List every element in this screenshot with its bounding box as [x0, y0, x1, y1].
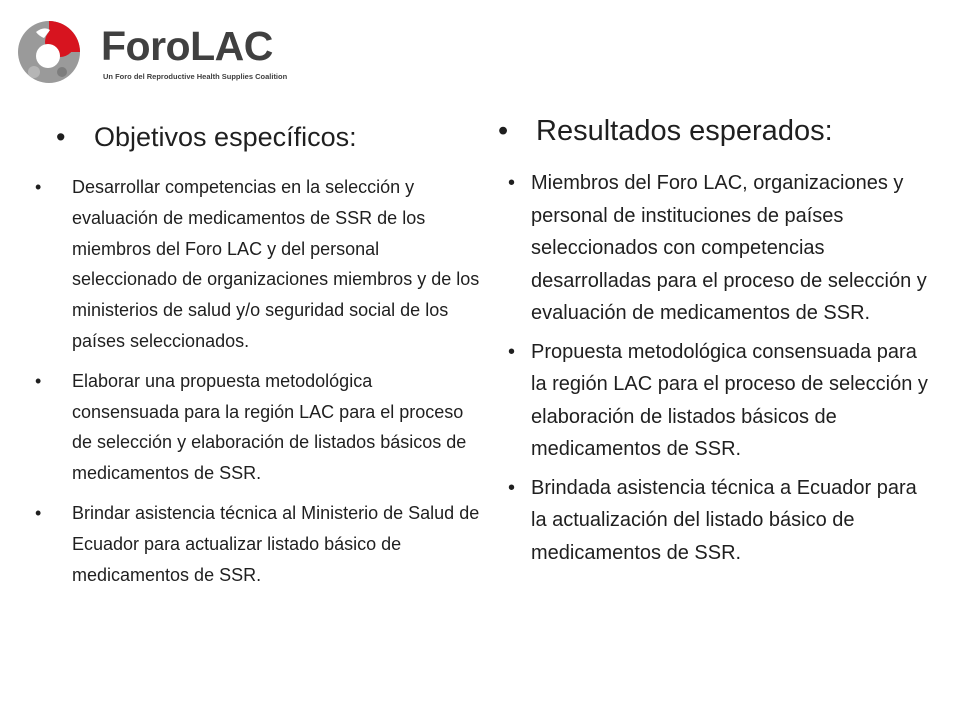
results-heading-text: Resultados esperados:	[536, 115, 833, 147]
bullet-icon: •	[35, 177, 42, 197]
objectives-heading	[52, 118, 482, 156]
list-item-text: Desarrollar competencias en la selección y evaluación de medicamentos de SSR de los miembros del Foro LAC y del personal seleccionado de organizaciones miembros y de los ministerios de salud y/o seguridad social de los países seleccionados.	[72, 177, 480, 351]
results-heading	[494, 112, 934, 150]
list-item	[35, 366, 482, 489]
objectives-column	[35, 118, 482, 599]
bullet-icon: •	[508, 476, 516, 499]
results-list	[494, 167, 934, 569]
list-item-text: Brindar asistencia técnica al Ministerio de Salud de Ecuador para actualizar listado básico de medicamentos de SSR.	[72, 502, 480, 585]
brand-name: ForoLAC	[101, 23, 273, 69]
bullet-icon: •	[508, 172, 516, 194]
forolac-logo	[14, 16, 288, 86]
list-item-text: Brindada asistencia técnica a Ecuador para la actualización del listado básico de medicamentos de SSR.	[531, 476, 917, 564]
objectives-list	[35, 172, 482, 590]
list-item-text: Elaborar una propuesta metodológica consensuada para la región LAC para el proceso de selección y elaboración de listados básicos de medicamentos de SSR.	[72, 370, 467, 484]
bullet-icon: •	[56, 122, 66, 152]
results-column	[494, 112, 934, 575]
bullet-icon: •	[508, 340, 516, 363]
list-item-text: Miembros del Foro LAC, organizaciones y personal de instituciones de países seleccionados con competencias desarrolladas para el proceso de selección y evaluación de medicamentos de SSR.	[531, 172, 927, 324]
brand-tagline: Un Foro del Reproductive Health Supplies Coalition	[103, 72, 288, 81]
list-item	[35, 172, 482, 357]
objectives-heading-text: Objetivos específicos:	[94, 122, 357, 152]
bullet-icon: •	[35, 370, 42, 391]
list-item	[494, 472, 934, 570]
list-item	[494, 336, 934, 466]
list-item	[35, 498, 482, 590]
forolac-emblem-icon	[14, 16, 86, 86]
list-item-text: Propuesta metodológica consensuada para la región LAC para el proceso de selección y elaboración de listados básicos de medicamentos de SSR.	[531, 340, 928, 460]
bullet-icon: •	[498, 115, 509, 147]
list-item	[494, 167, 934, 330]
bullet-icon: •	[35, 502, 42, 523]
